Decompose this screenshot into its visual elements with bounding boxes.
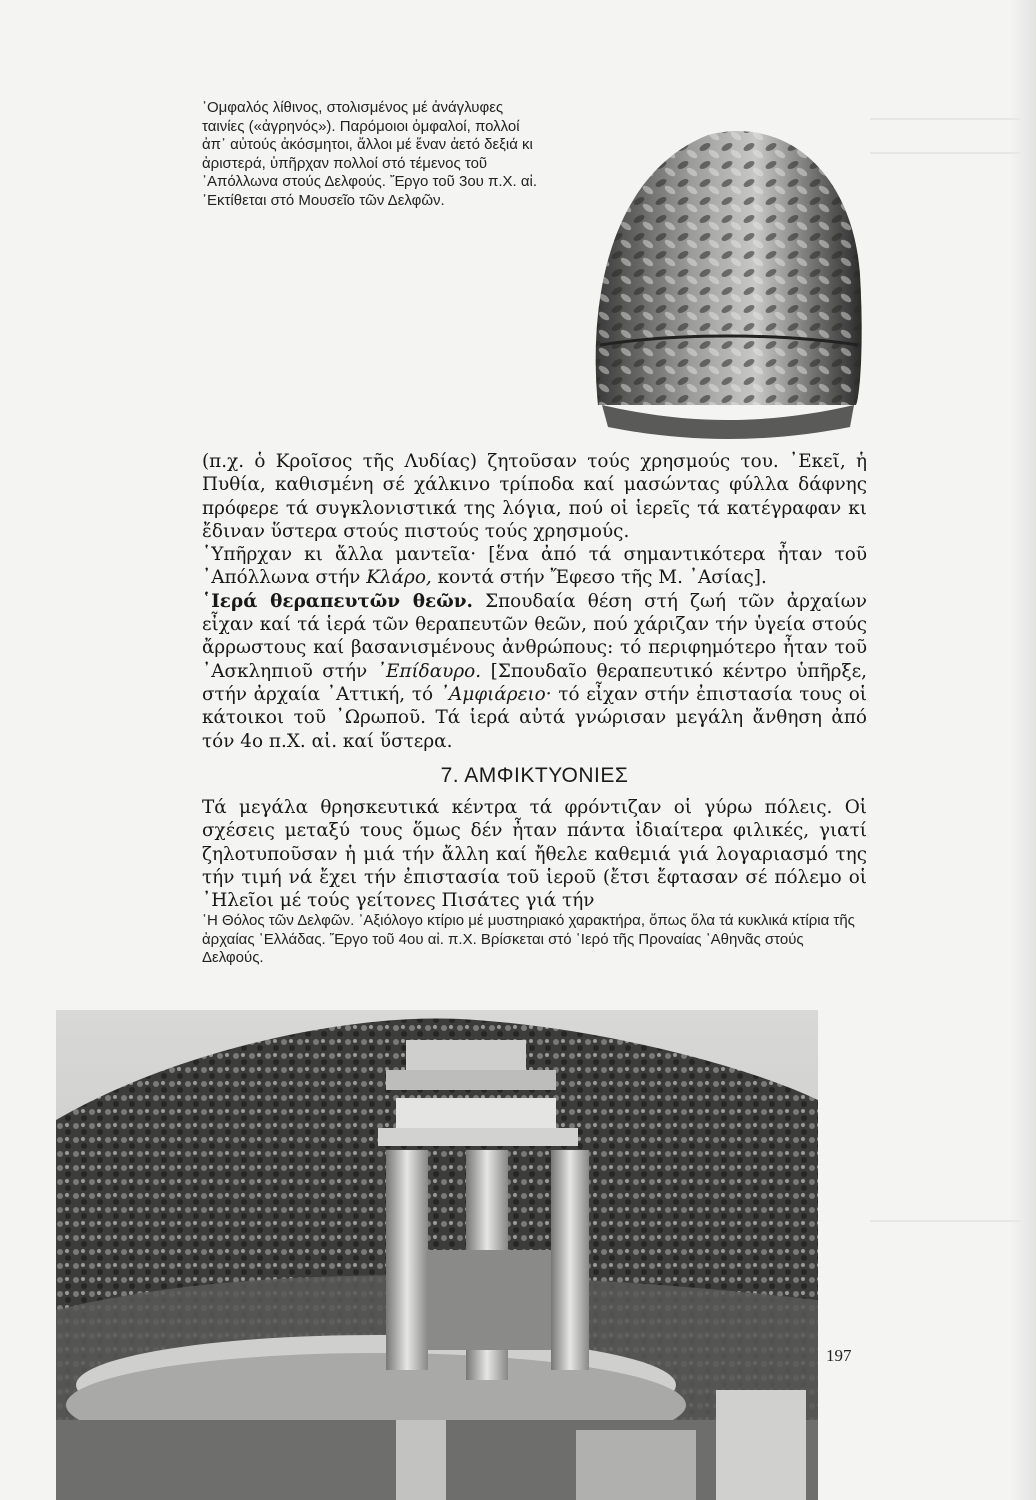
omphalos-caption: ᾿Ομφαλός λίθινος, στολισμένος μέ ἀνάγλυφες ταινίες («ἀγρηνός»). Παρόμοιοι ὀμφαλοί, πολλοί ἀπ᾿ αὐτούς ἀκόσμητοι, ἄλλοι μέ ἕναν ἀετό δεξιά κι ἀριστερά, ὑπῆρχαν πολλοί στό τέμενος τοῦ ᾿Απόλλωνα στούς Δελφούς. Ἔργο τοῦ 3ου π.Χ. αἰ. ᾿Εκτίθεται στό Μουσεῖο τῶν Δελφῶν. <box>202 99 538 209</box>
text-attica: [Σπουδαῖο θεραπευτικό κέντρο ὑπῆρξε, στήν ἀρχαία ᾿Αττική, τό <box>202 660 867 705</box>
text-croesus: (π.χ. ὁ Κροῖσος τῆς Λυδίας) ζητοῦσαν τούς χρησμούς του. ᾿Εκεῖ, ἡ Πυθία, καθισμένη σέ χάλκινο τρίποδα καί μασώντας φύλλα δάφνης πρόφερε τά συγκλονιστικά της λόγια, πού οἱ ἱερεῖς τά κατέγραφαν κι ἔδιναν ὕστερα στούς πιστούς τούς χρησμούς. <box>202 451 867 542</box>
text-ephesus: κοντά στήν Ἔφεσο τῆς Μ. ᾿Ασίας]. <box>437 567 767 589</box>
subheading-healing-sanctuaries: ῾Ιερά θεραπευτῶν θεῶν. <box>202 590 473 612</box>
text-amfiareio: ᾿Αμφιάρειο· <box>439 683 552 705</box>
text-oropos: τό εἶχαν στήν ἐπιστασία τους οἱ κάτοικοι τοῦ ᾿Ωρωποῦ. Τά ἱερά αὐτά γνώρισαν μεγάλη ἄνθηση ἀπό τόν 4ο π.Χ. αἰ. καί ὕστερα. <box>202 683 868 752</box>
text-other-oracles: ῾Υπῆρχαν κι ἄλλα μαντεῖα· [ἕνα ἀπό τά σημαντικότερα ἦταν τοῦ ᾿Απόλλωνα στήν <box>202 544 867 589</box>
bleed-through-line <box>870 1220 1020 1222</box>
omphalos-photo <box>588 105 866 445</box>
tholos-caption: ῾Η Θόλος τῶν Δελφῶν. ᾿Αξιόλογο κτίριο μέ μυστηριακό χαρακτήρα, ὅπως ὅλα τά κυκλικά κτίρια τῆς ἀρχαίας ῾Ελλάδας. Ἔργο τοῦ 4ου αἰ. π.Χ. Βρίσκεται στό ῾Ιερό τῆς Προναίας ᾿Αθηνᾶς στούς Δελφούς. <box>202 912 855 966</box>
text-klaros: Κλάρο, <box>366 567 432 589</box>
page-number: 197 <box>826 1346 852 1365</box>
main-paragraph <box>202 450 867 753</box>
text-healing: Σπουδαία θέση στή ζωή τῶν ἀρχαίων εἶχαν καί τά ἱερά τῶν θεραπευτῶν θεῶν, πού χάριζαν τήν ὑγεία στούς ἄρρωστους καί βασανισμένους ἀνθρώπους: τό περιφημότερο ἦταν τοῦ ᾿Ασκληπιοῦ στήν <box>202 590 867 682</box>
bleed-through-line <box>870 118 1020 120</box>
text-epidauros: ᾿Επίδαυρο. <box>376 660 482 682</box>
amphictyony-paragraph: Τά μεγάλα θρησκευτικά κέντρα τά φρόντιζαν οἱ γύρω πόλεις. Οἱ σχέσεις μεταξύ τους ὅμως δέν ἦταν πάντα ἰδιαίτερα φιλικές, γιατί ζηλοτυποῦσαν ἡ μιά τήν ἄλλη καί ἤθελε καθεμιά γιά λογαριασμό της τήν τιμή νά ἔχει τήν ἐπιστασία τοῦ ἱεροῦ (ἔτσι ἔφτασαν σέ πόλεμο οἱ ᾿Ηλεῖοι μέ τούς γείτονες Πισάτες γιά τήν <box>202 797 867 912</box>
page-edge-shadow <box>1010 0 1036 1500</box>
section-heading: 7. ΑΜΦΙΚΤΥΟΝΙΕΣ <box>440 764 629 787</box>
bleed-through-line <box>870 152 1020 154</box>
tholos-photo <box>56 1010 818 1500</box>
